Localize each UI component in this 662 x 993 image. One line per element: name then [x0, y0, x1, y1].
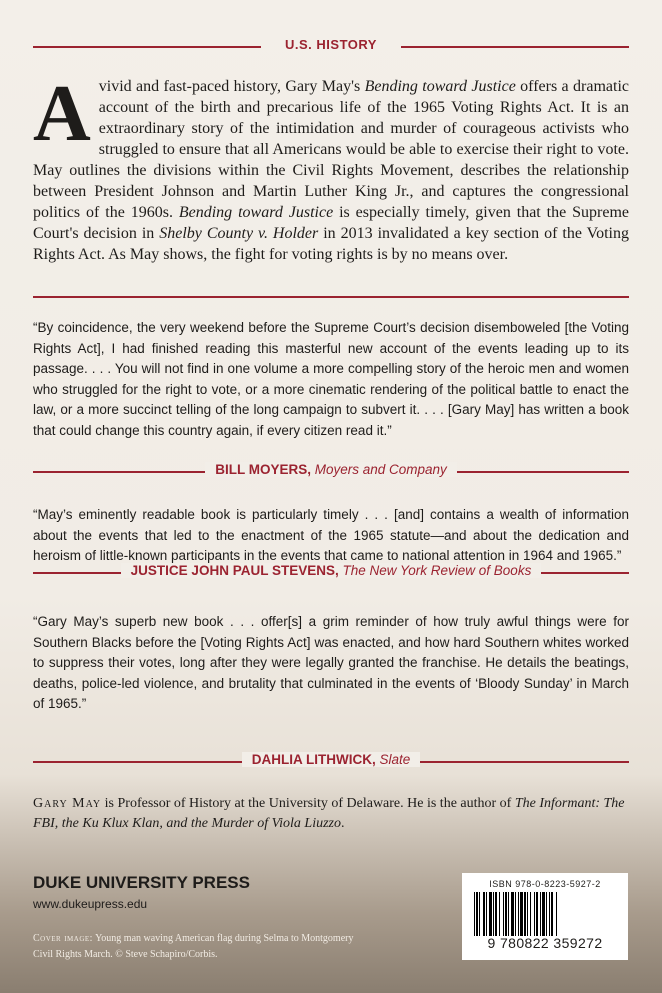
cover-credit-text: Young man waving American flag during Selma to Montgomery Civil Rights March. © Steve Schapiro/Corbis.	[33, 933, 354, 960]
barcode-digits: 9 780822 359272	[487, 935, 603, 951]
isbn-label: ISBN 978-0-8223-5927-2	[489, 879, 601, 889]
publisher-block	[33, 873, 250, 911]
blurb-quote-3: “Gary May’s superb new book . . . offer[s] a grim reminder of how truly awful things were for Southern Blacks before the [Voting Rights Act] was enacted, and how hard Southern whites worked to suppress their votes, long after they were legally granted the franchise. He details the beatings, deaths, police-led violence, and brutality that culminated in the events of ‘Bloody Sunday’ in March of 1965.”	[33, 614, 629, 711]
intro-text-part: in 2013 invalidated a key section of the Voting Rights Act. As May shows, the fight for voting rights is by no means over.	[33, 225, 629, 263]
bio-text: is Professor of History at the University of Delaware. He is the author of	[101, 796, 515, 811]
book-title: Bending toward Justice	[364, 78, 516, 95]
intro-paragraph	[33, 70, 629, 265]
divider-rule	[33, 296, 629, 298]
book-title: Bending toward Justice	[178, 204, 334, 221]
reviewer-name: BILL MOYERS,	[215, 462, 311, 477]
intro-text	[33, 70, 629, 265]
section-header	[33, 37, 629, 57]
blurb-attribution-3	[33, 752, 629, 767]
reviewer-source: Slate	[379, 752, 411, 767]
reviewer-name: DAHLIA LITHWICK,	[251, 752, 376, 767]
cover-credit-label: Cover image:	[33, 933, 93, 944]
blurb-attribution-2	[33, 563, 629, 578]
author-name: Gary May	[33, 796, 102, 811]
barcode-icon	[474, 892, 616, 936]
reviewer-source: The New York Review of Books	[342, 563, 532, 578]
blurb-quote-2: “May’s eminently readable book is particularly timely . . . [and] contains a wealth of information about the events that led to the enactment of the 1965 statute—and about the dedication and heroism of little-known participants in the events that came to national attention in 1964 and 1965.”	[33, 507, 629, 563]
intro-text-part: is especially timely, given that the Supreme Court's decision in	[33, 204, 629, 242]
intro-text-part: offers a dramatic account of the birth and precarious life of the 1965 Voting Rights Act. It is an extraordinary story of the intimidation and murder of courageous activists who struggled to ensure that all Americans would be able to exercise their right to vote. May outlines the divisions within the Civil Rights Movement, describes the relationship between President Johnson and Martin Luther King Jr., and captures the congressional politics of the 1960s.	[33, 78, 629, 221]
author-bio	[33, 794, 633, 834]
drop-cap: A	[33, 70, 91, 158]
blurb-attribution-1	[33, 462, 629, 477]
section-label: U.S. HISTORY	[285, 37, 377, 52]
blurb-quote-1: “By coincidence, the very weekend before the Supreme Court’s decision disemboweled [the Voting Rights Act], I had finished reading this masterful new account of the events leading up to its passage. . . . You will not find in one volume a more compelling story of the heroic men and women who struggled for the right to vote, or a more cinematic rendering of the political battle to enact the law, or a more succinct telling of the long campaign to subvert it. . . . [Gary May] has written a book that could change this country again, if every citizen read it.”	[33, 320, 629, 438]
cover-credit	[33, 931, 373, 963]
case-name: Shelby County v. Holder	[159, 225, 319, 242]
publisher-url: www.dukeupress.edu	[33, 897, 148, 911]
author-book-title: The Informant: The FBI, the Ku Klux Klan, and the Murder of Viola Liuzzo	[33, 796, 625, 831]
intro-text-part: vivid and fast-paced history, Gary May's	[98, 78, 365, 95]
barcode-box	[462, 873, 628, 960]
bio-text-end: .	[341, 816, 345, 831]
reviewer-name: JUSTICE JOHN PAUL STEVENS,	[130, 563, 339, 578]
publisher-name: DUKE UNIVERSITY PRESS	[33, 873, 250, 892]
reviewer-source: Moyers and Company	[314, 462, 447, 477]
